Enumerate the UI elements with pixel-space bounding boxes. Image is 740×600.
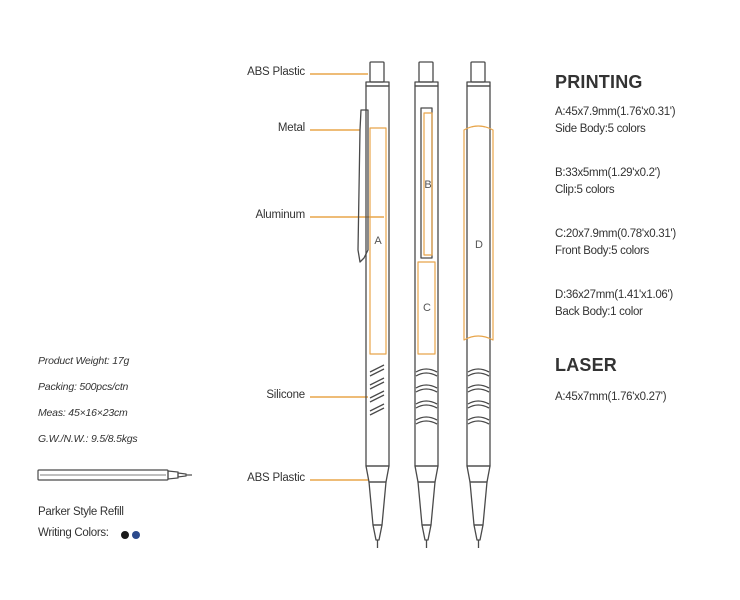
spec-a <box>555 104 675 138</box>
spec-c-desc: Front Body:5 colors <box>555 245 650 257</box>
callout-leader-lines <box>310 74 384 480</box>
spec-b <box>555 165 660 199</box>
spec-a-desc: Side Body:5 colors <box>555 123 646 135</box>
spec-b-size: B:33x5mm(1.29'x0.2') <box>555 167 661 179</box>
area-label-b: B <box>424 179 432 191</box>
callout-silicone: Silicone <box>266 389 305 401</box>
callout-abs-plastic-top: ABS Plastic <box>247 66 305 78</box>
spec-a-size: A:45x7.9mm(1.76'x0.31') <box>555 106 676 118</box>
pen-back-view <box>467 62 490 548</box>
printing-area-d <box>464 126 493 340</box>
spec-b-desc: Clip:5 colors <box>555 184 615 196</box>
carton-measurements: Meas: 45×16×23cm <box>38 407 128 419</box>
area-label-c: C <box>423 302 431 314</box>
writing-color-blue-swatch <box>132 531 140 539</box>
refill-label: Parker Style Refill <box>38 506 124 518</box>
callout-metal: Metal <box>277 122 305 134</box>
area-label-a: A <box>374 235 382 247</box>
callout-aluminum: Aluminum <box>255 209 305 221</box>
area-label-d: D <box>475 239 483 251</box>
refill-illustration <box>38 470 192 480</box>
printing-heading: PRINTING <box>555 72 643 92</box>
laser-size: A:45x7mm(1.76'x0.27') <box>555 391 667 403</box>
pen-side-view <box>358 62 389 548</box>
spec-d <box>555 287 673 321</box>
spec-c-size: C:20x7.9mm(0.78'x0.31') <box>555 228 676 240</box>
laser-heading: LASER <box>555 355 618 375</box>
gross-net-weight: G.W./N.W.: 9.5/8.5kgs <box>38 433 138 445</box>
writing-colors-label: Writing Colors: <box>38 527 109 539</box>
packing: Packing: 500pcs/ctn <box>38 381 129 393</box>
spec-d-size: D:36x27mm(1.41'x1.06') <box>555 289 673 301</box>
spec-d-desc: Back Body:1 color <box>555 306 643 318</box>
callout-abs-plastic-bottom: ABS Plastic <box>247 472 305 484</box>
spec-c <box>555 226 676 260</box>
product-weight: Product Weight: 17g <box>38 355 130 367</box>
writing-color-black-swatch <box>121 531 129 539</box>
